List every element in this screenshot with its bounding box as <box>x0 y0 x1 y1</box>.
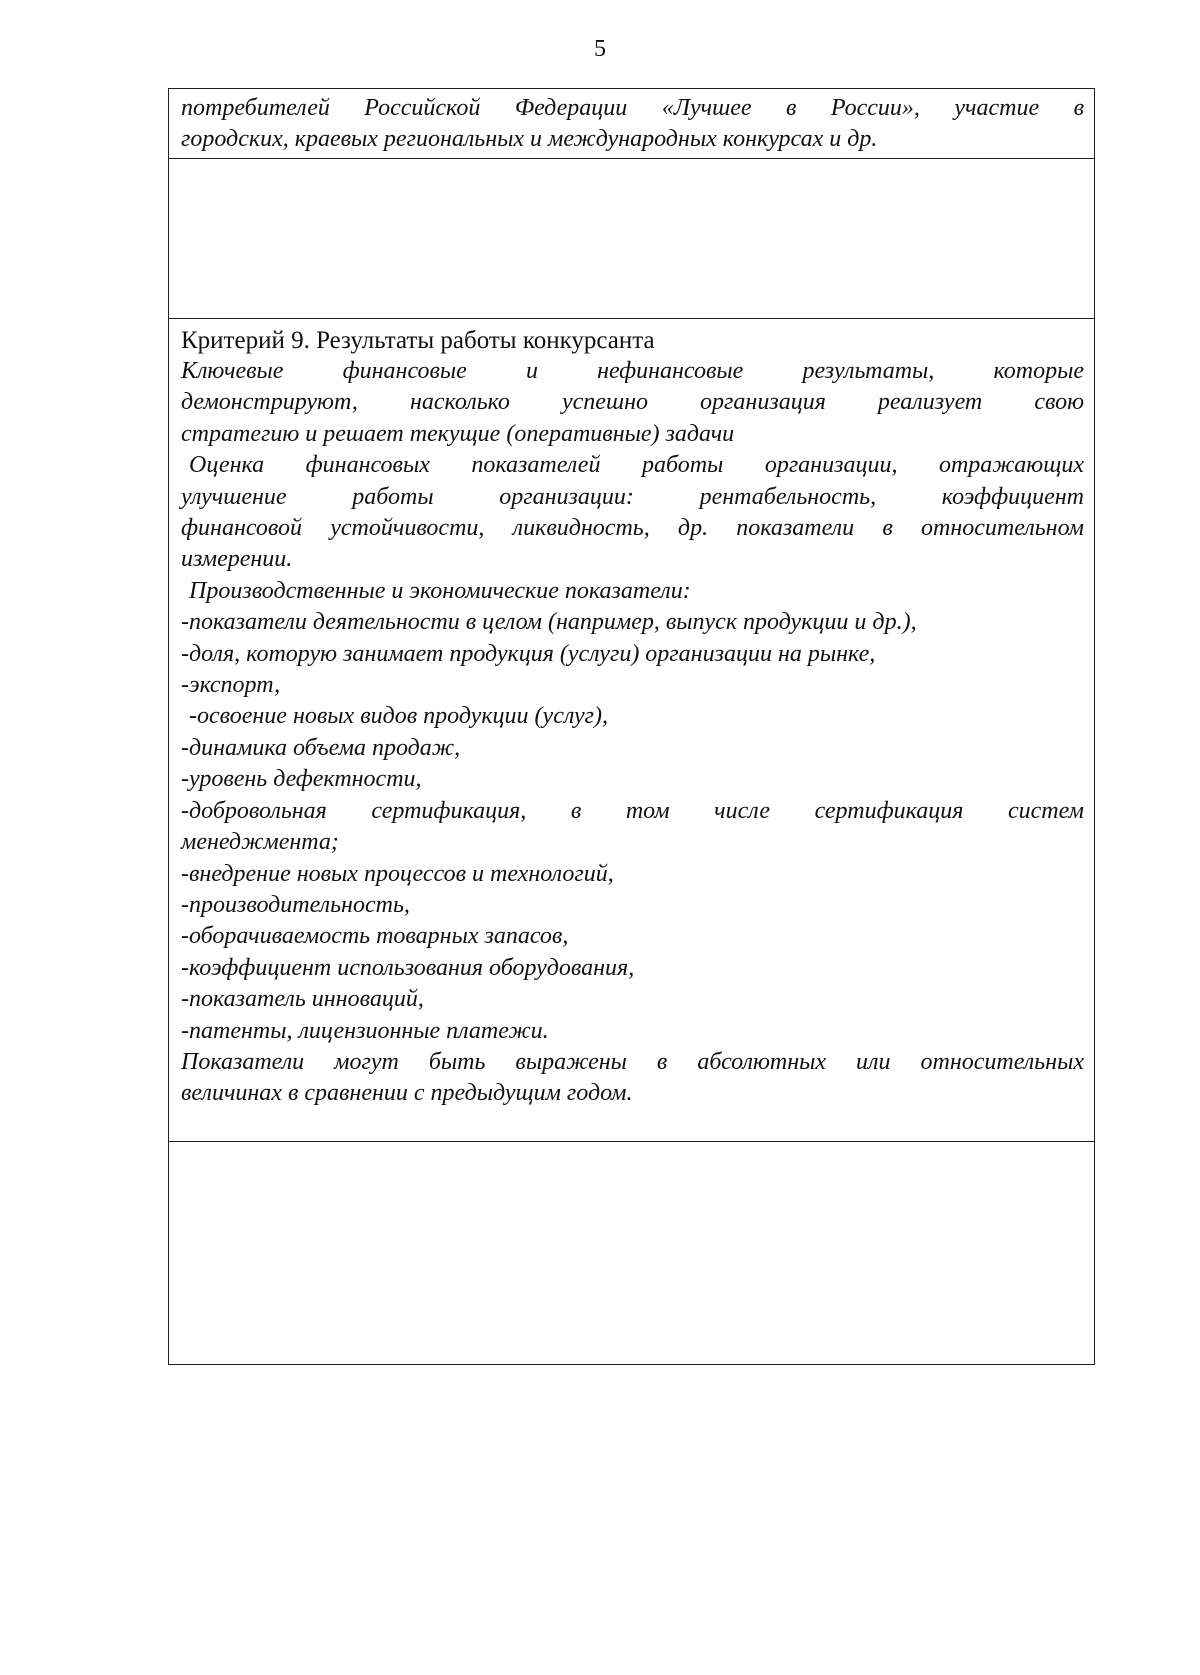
description-line: демонстрируют, насколько успешно организация реализует свою <box>181 389 1084 416</box>
financial-line: улучшение работы организации: рентабельность, коэффициент <box>181 483 1084 510</box>
table-row-empty-answer <box>169 159 1094 319</box>
list-item: -динамика объема продаж, <box>181 734 461 761</box>
list-item: -патенты, лицензионные платежи. <box>181 1017 549 1044</box>
list-item: -добровольная сертификация, в том числе сертификация систем <box>181 797 1084 824</box>
list-item: -показатель инноваций, <box>181 986 424 1013</box>
list-item: -коэффициент использования оборудования, <box>181 954 635 981</box>
criterion-heading: Критерий 9. Результаты работы конкурсанта <box>181 327 655 354</box>
page-number: 5 <box>594 36 606 62</box>
financial-line: Оценка финансовых показателей работы организации, отражающих <box>189 452 1084 479</box>
closing-line: Показатели могут быть выражены в абсолютных или относительных <box>181 1048 1084 1075</box>
production-heading: Производственные и экономические показатели: <box>189 577 691 604</box>
list-item: -освоение новых видов продукции (услуг), <box>189 703 609 730</box>
list-item: -экспорт, <box>181 672 281 699</box>
description-line: Ключевые финансовые и нефинансовые результаты, которые <box>181 358 1084 384</box>
table-row-criterion-9 <box>169 319 1094 1142</box>
list-item: менеджмента; <box>181 829 339 856</box>
table-row-empty-answer <box>169 1142 1094 1364</box>
text-line: потребителей Российской Федерации «Лучшее в России», участие в <box>181 95 1084 121</box>
list-item: -уровень дефектности, <box>181 766 422 793</box>
financial-line: финансовой устойчивости, ликвидность, др. показатели в относительном <box>181 515 1084 542</box>
list-item: -оборачиваемость товарных запасов, <box>181 923 569 950</box>
table-row-continuation <box>169 89 1094 159</box>
list-item: -внедрение новых процессов и технологий, <box>181 860 614 887</box>
closing-line: величинах в сравнении с предыдущим годом. <box>181 1080 633 1107</box>
text-line: городских, краевых региональных и международных конкурсах и др. <box>181 126 878 153</box>
list-item: -производительность, <box>181 891 410 918</box>
list-item: -доля, которую занимает продукция (услуги) организации на рынке, <box>181 640 876 667</box>
description-line: стратегию и решает текущие (оперативные) задачи <box>181 420 735 447</box>
list-item: -показатели деятельности в целом (например, выпуск продукции и др.), <box>181 609 917 636</box>
criteria-table <box>168 88 1095 1365</box>
financial-line: измерении. <box>181 546 293 573</box>
